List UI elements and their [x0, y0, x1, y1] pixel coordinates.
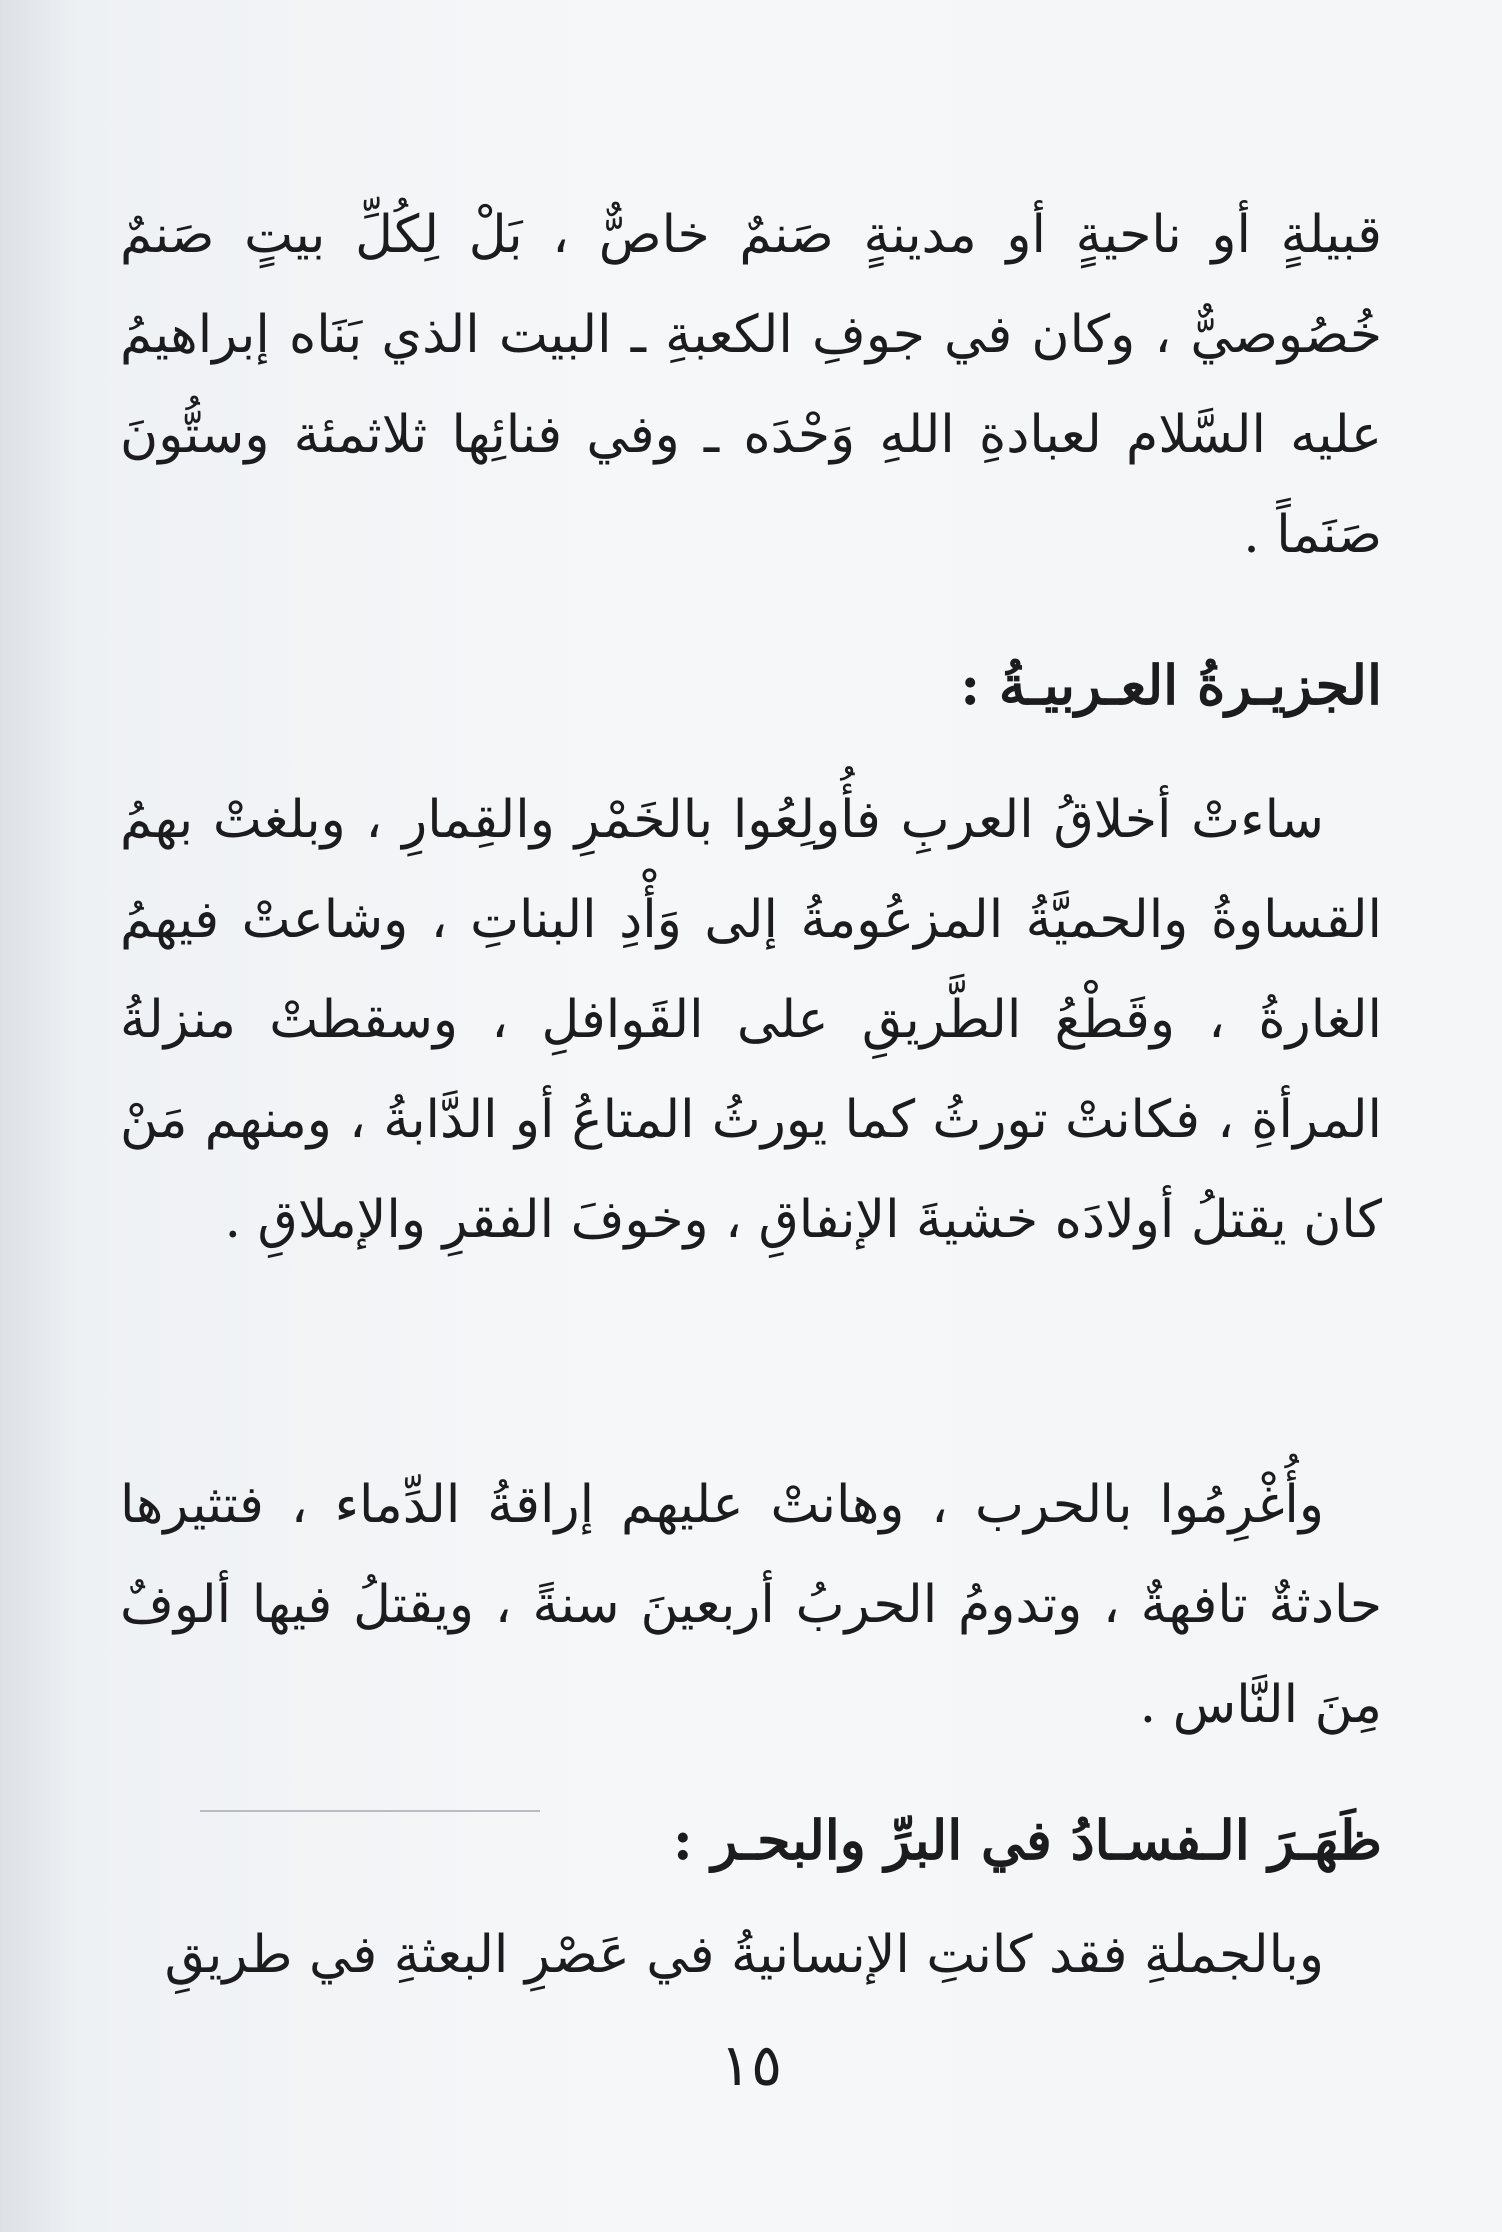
paragraph-2: ساءتْ أخلاقُ العربِ فأُولِعُوا بالخَمْرِ والقِمارِ ، وبلغتْ بهمُ القساوةُ والحميَّةُ المزعُومةُ إلى وَأْدِ البناتِ ، وشاعتْ فيهمُ الغارةُ ، وقَطْعُ الطَّريقِ على القَوافلِ ، وسقطتْ منزلةُ المرأةِ ، فكانتْ تورثُ كما يورثُ المتاعُ أو الدَّابةُ ، ومنهم مَنْ كان يقتلُ أولادَه خشيةَ الإنفاقِ ، وخوفَ الفقرِ والإملاقِ . [120, 790, 1382, 1250]
paragraph-3: وأُغْرِمُوا بالحرب ، وهانتْ عليهم إراقةُ الدِّماء ، فتثيرها حادثةٌ تافهةٌ ، وتدومُ الحربُ أربعينَ سنةً ، ويقتلُ فيها ألوفٌ مِنَ النَّاس . [120, 1475, 1382, 1735]
paragraph-1: قبيلةٍ أو ناحيةٍ أو مدينةٍ صَنمٌ خاصٌّ ، بَلْ لِكُلِّ بيتٍ صَنمٌ خُصُوصيٌّ ، وكان في جوفِ الكعبةِ ـ البيت الذي بَنَاه إبراهيمُ عليه السَّلام لعبادةِ اللهِ وَحْدَه ـ وفي فنائِها ثلاثمئة وستُّونَ صَنَماً . [120, 205, 1382, 565]
paragraph-4: وبالجملةِ فقد كانتِ الإنسانيةُ في عَصْرِ البعثةِ في طريقِ [164, 1925, 1324, 1985]
page-edge-shadow [0, 0, 80, 2232]
section-heading-corruption: ظَهَـرَ الـفسـادُ في البرِّ والبحـر : [672, 1808, 1382, 1872]
section-heading-arabian-peninsula: الجزيـرةُ العـربيـةُ : [960, 653, 1382, 717]
page-number: ١٥ [719, 2031, 783, 2099]
